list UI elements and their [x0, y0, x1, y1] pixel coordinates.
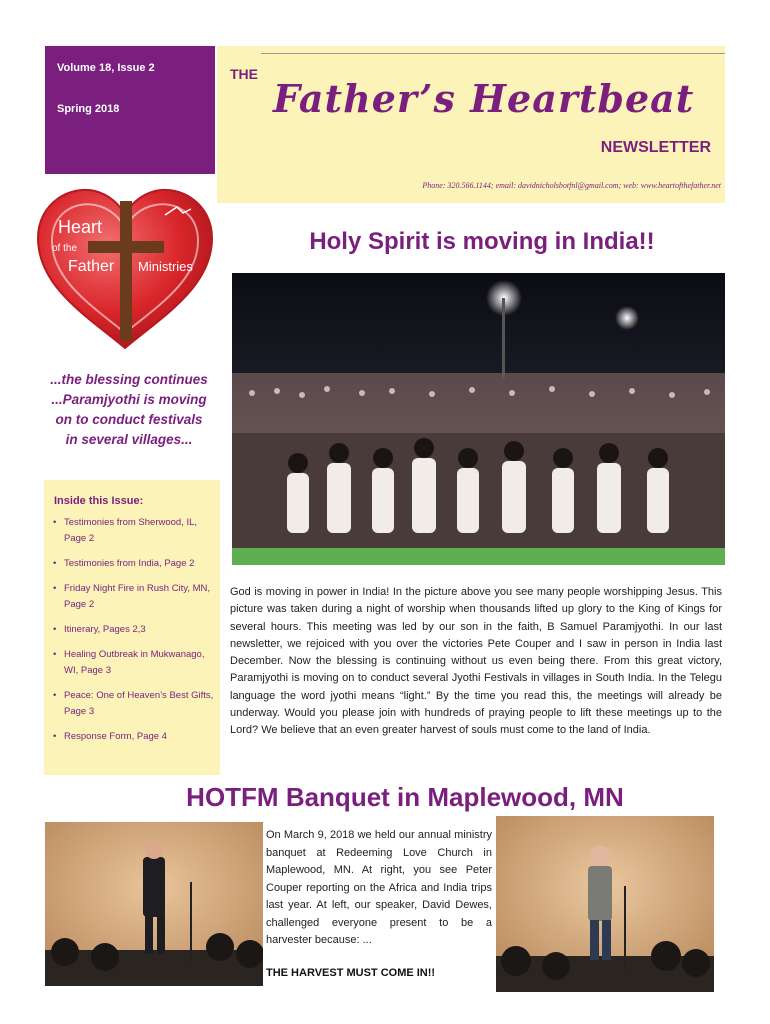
toc-item: • Peace: One of Heaven’s Best Gifts, Page 3	[52, 688, 214, 720]
blessing-callout	[40, 370, 218, 450]
heart-logo-icon	[30, 183, 220, 353]
article-body-india: God is moving in power in India! In the picture above you see many people worshipping Jesus. This picture was taken during a night of worship when thousands lifted up glory to the King of Kings for several hours. This meeting was led by our son in the faith, B Samuel Paramjyothi. In our last newsletter, we rejoiced with you over the victories Pete Couper and I saw in person in India last December. Now the blessing is continuing without us even being there. From this great victory, Paramjyothi is moving on to conduct several Jyothi Festivals in villages in South India. In the Telegu language the word jyothi means “light.” By the time you read this, the meetings will already be underway. Would you please join with hundreds of praying people to lift these meetings up to the Lord? We believe that an even greater harvest of souls must come to the land of India.	[230, 586, 722, 737]
issue-season: Spring 2018	[57, 103, 120, 115]
blessing-line: in several villages...	[65, 432, 193, 447]
speaker-photo-left	[45, 822, 263, 986]
logo-text-ministries: Ministries	[138, 259, 193, 274]
blessing-line: ...Paramjyothi is moving	[51, 392, 207, 407]
masthead-newsletter-label: NEWSLETTER	[600, 139, 711, 156]
crowd-photo-image	[232, 273, 725, 565]
inside-title: Inside this Issue:	[54, 495, 144, 507]
article-body-banquet: On March 9, 2018 we held our annual ministry banquet at Redeeming Love Church in Maplewood, MN. At right, you see Peter Couper reporting on the Africa and India trips last year. At left, our speaker, David Dewes, challenged everyone present to be a harvester because: ...	[266, 829, 492, 946]
blessing-line: on to conduct festivals	[55, 412, 203, 427]
toc-item: • Friday Night Fire in Rush City, MN, Page 2	[52, 581, 214, 613]
logo-text-heart: Heart	[58, 217, 103, 237]
toc-item: • Itinerary, Pages 2,3	[52, 622, 214, 638]
volume-issue: Volume 18, Issue 2	[57, 62, 155, 74]
logo-text-of-the: of the	[52, 243, 78, 254]
masthead-the: THE	[230, 66, 258, 82]
masthead	[217, 46, 725, 203]
toc-item: • Testimonies from India, Page 2	[52, 556, 214, 572]
toc-item: • Response Form, Page 4	[52, 729, 214, 745]
issue-info-box	[45, 46, 215, 174]
masthead-rule	[261, 53, 725, 54]
banquet-reporter-image	[496, 816, 714, 992]
toc-item: • Healing Outbreak in Mukwanago, WI, Page 3	[52, 647, 214, 679]
newsletter-title: Father’s Heartbeat	[273, 76, 695, 121]
contact-line: Phone: 320.566.1144; email: davidnicholsbotfnl@gmail.com; web: www.heartofthefather.net	[422, 181, 721, 190]
logo-text-father: Father	[68, 258, 115, 275]
toc-item: • Testimonies from Sherwood, IL, Page 2	[52, 515, 214, 547]
inside-this-issue-box	[44, 480, 220, 775]
article-headline-banquet: HOTFM Banquet in Maplewood, MN	[186, 782, 624, 812]
toc-list	[52, 515, 214, 754]
blessing-line: ...the blessing continues	[50, 372, 208, 387]
banquet-speaker-image	[45, 822, 263, 986]
worship-crowd-photo	[232, 273, 725, 565]
reporter-photo-right	[496, 816, 714, 992]
harvest-callout: THE HARVEST MUST COME IN!!	[266, 967, 436, 979]
article-headline-india: Holy Spirit is moving in India!!	[309, 228, 655, 255]
ministry-logo	[30, 183, 220, 353]
